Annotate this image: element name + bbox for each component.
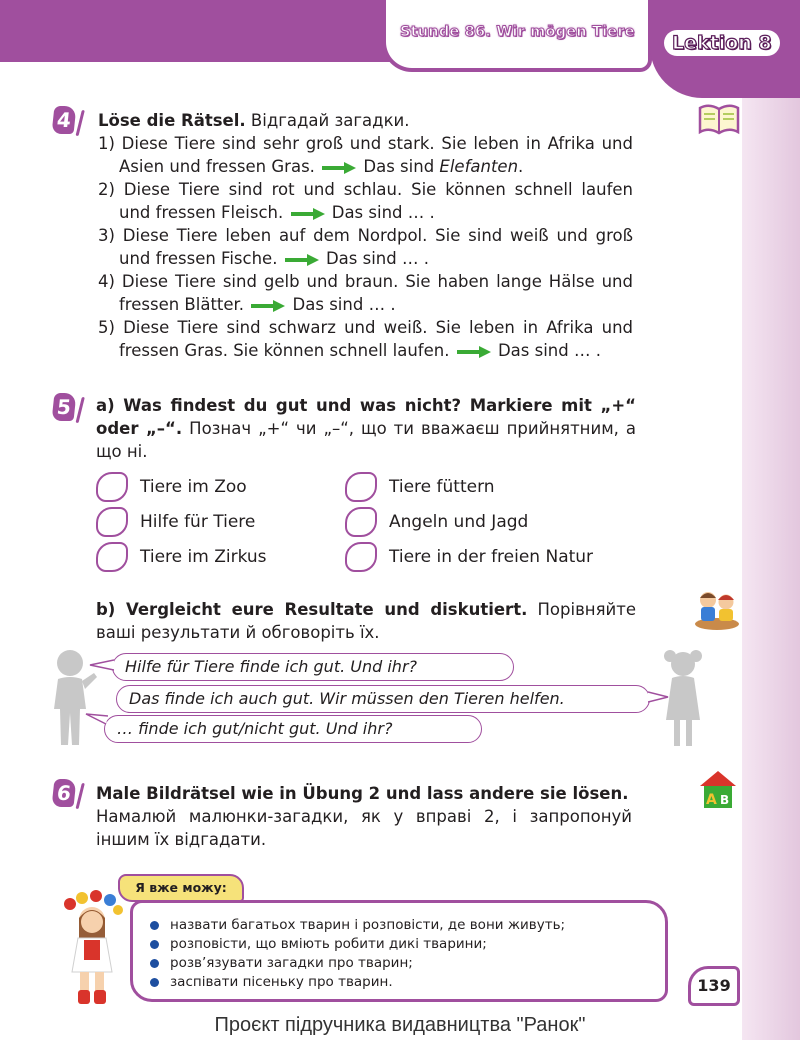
answer-blank[interactable]: … .	[401, 249, 429, 268]
svg-text:B: B	[720, 793, 730, 807]
checkbox[interactable]	[96, 507, 128, 537]
riddle-5	[98, 316, 633, 362]
task5b-instruction	[96, 598, 636, 644]
green-arrow-icon	[322, 162, 356, 174]
task4-heading	[98, 109, 633, 132]
green-arrow-icon	[457, 346, 491, 358]
bubble-tail	[88, 658, 114, 672]
green-arrow-icon	[285, 254, 319, 266]
answer-end: .	[518, 157, 524, 176]
option-row[interactable]	[345, 507, 528, 537]
answer-prefix: Das sind	[492, 341, 574, 360]
svg-text:A: A	[706, 792, 717, 808]
checkbox[interactable]	[96, 472, 128, 502]
riddle-text: 1) Diese Tiere sind sehr groß und stark. Sie leben in Afrika und Asien und fressen Gras.	[98, 134, 633, 176]
riddle-1	[98, 132, 633, 178]
header-band	[0, 0, 405, 62]
checkbox[interactable]	[96, 542, 128, 572]
right-sidebar	[742, 98, 800, 1040]
answer-example: Elefanten	[439, 157, 519, 176]
task-number-5: 5	[52, 393, 77, 421]
task6-title-de: Male Bildrätsel wie in Übung 2 und lass andere sie lösen.	[96, 784, 629, 803]
task5a-uk: Познач „+“ чи „–“, що ти вважаєш прийнятним, а що ні.	[96, 419, 636, 461]
task4-title-uk: Відгадай загадки.	[245, 111, 410, 130]
option-row[interactable]	[345, 472, 495, 502]
lesson-title: Stunde 86. Wir mögen Tiere	[400, 24, 635, 40]
task6-text-uk: Намалюй малюнки-загадки, як у вправі 2, і запропонуй іншим їх відгадати.	[96, 807, 632, 849]
list-item: розв’язувати загадки про тварин;	[148, 954, 565, 973]
book-icon	[697, 102, 741, 136]
riddle-4	[98, 270, 633, 316]
option-label: Tiere im Zoo	[140, 477, 247, 497]
lektion-label: Lektion 8	[672, 32, 772, 54]
answer-blank[interactable]: … .	[368, 295, 396, 314]
riddle-2	[98, 178, 633, 224]
footer-text: Проєкт підручника видавництва "Ранок"	[214, 1014, 586, 1036]
answer-blank[interactable]: … .	[573, 341, 601, 360]
list-item: назвати багатьох тварин і розповісти, де вони живуть;	[148, 916, 565, 935]
task4-block	[98, 109, 633, 362]
list-item: заспівати пісеньку про тварин.	[148, 973, 565, 992]
option-row[interactable]	[96, 542, 267, 572]
dialog-bubble-2: Das finde ich auch gut. Wir müssen den Tieren helfen.	[116, 685, 650, 713]
option-row[interactable]	[96, 472, 247, 502]
page-number: 139	[688, 966, 740, 1006]
lektion-badge	[664, 30, 780, 56]
green-arrow-icon	[251, 300, 285, 312]
task4-title-de: Löse die Rätsel.	[98, 111, 246, 130]
task-number-6: 6	[52, 779, 77, 807]
green-arrow-icon	[291, 208, 325, 220]
option-label: Tiere füttern	[389, 477, 495, 497]
bubble-tail	[648, 690, 670, 704]
bubble-tail	[84, 712, 108, 728]
answer-prefix: Das sind	[287, 295, 369, 314]
option-label: Tiere im Zirkus	[140, 547, 267, 567]
riddle-text: 4) Diese Tiere sind gelb und braun. Sie haben lange Hälse und fressen Blätter.	[98, 272, 633, 314]
checkbox[interactable]	[345, 472, 377, 502]
summary-list	[148, 916, 565, 992]
checkbox[interactable]	[345, 507, 377, 537]
dialog-bubble-3: … finde ich gut/nicht gut. Und ihr?	[104, 715, 482, 743]
riddle-text: 2) Diese Tiere sind rot und schlau. Sie können schnell laufen und fressen Fleisch.	[98, 180, 633, 222]
task6-block	[96, 782, 632, 851]
answer-prefix: Das sind	[320, 249, 402, 268]
riddle-text: 5) Diese Tiere sind schwarz und weiß. Sie leben in Afrika und fressen Gras. Sie können schnell laufen.	[98, 318, 633, 360]
kids-discussion-icon	[694, 586, 740, 630]
checkbox[interactable]	[345, 542, 377, 572]
dialog-bubble-1: Hilfe für Tiere finde ich gut. Und ihr?	[112, 653, 514, 681]
task5a-de: a) Was findest du gut und was nicht? Markiere mit „+“ oder „–“.	[96, 396, 636, 438]
riddle-text: 3) Diese Tiere leben auf dem Nordpol. Sie sind weiß und groß und fressen Fische.	[98, 226, 633, 268]
answer-blank[interactable]: … .	[407, 203, 435, 222]
riddle-3	[98, 224, 633, 270]
task5b-uk: Порівняйте ваші результати й обговоріть їх.	[96, 600, 636, 642]
summary-tag: Я вже можу:	[118, 874, 244, 902]
answer-prefix: Das sind	[326, 203, 408, 222]
task-number-4: 4	[52, 106, 77, 134]
option-label: Angeln und Jagd	[389, 512, 529, 532]
list-item: розповісти, що вміють робити дикі тварини;	[148, 935, 565, 954]
option-label: Tiere in der freien Natur	[389, 547, 594, 567]
answer-prefix: Das sind	[358, 157, 440, 176]
option-row[interactable]	[96, 507, 255, 537]
option-row[interactable]	[345, 542, 593, 572]
abc-house-icon	[696, 768, 740, 810]
girl-illustration	[60, 890, 124, 1008]
task5b-de: b) Vergleicht eure Resultate und diskutiert.	[96, 600, 528, 619]
option-label: Hilfe für Tiere	[140, 512, 256, 532]
task5a-instruction	[96, 394, 636, 463]
